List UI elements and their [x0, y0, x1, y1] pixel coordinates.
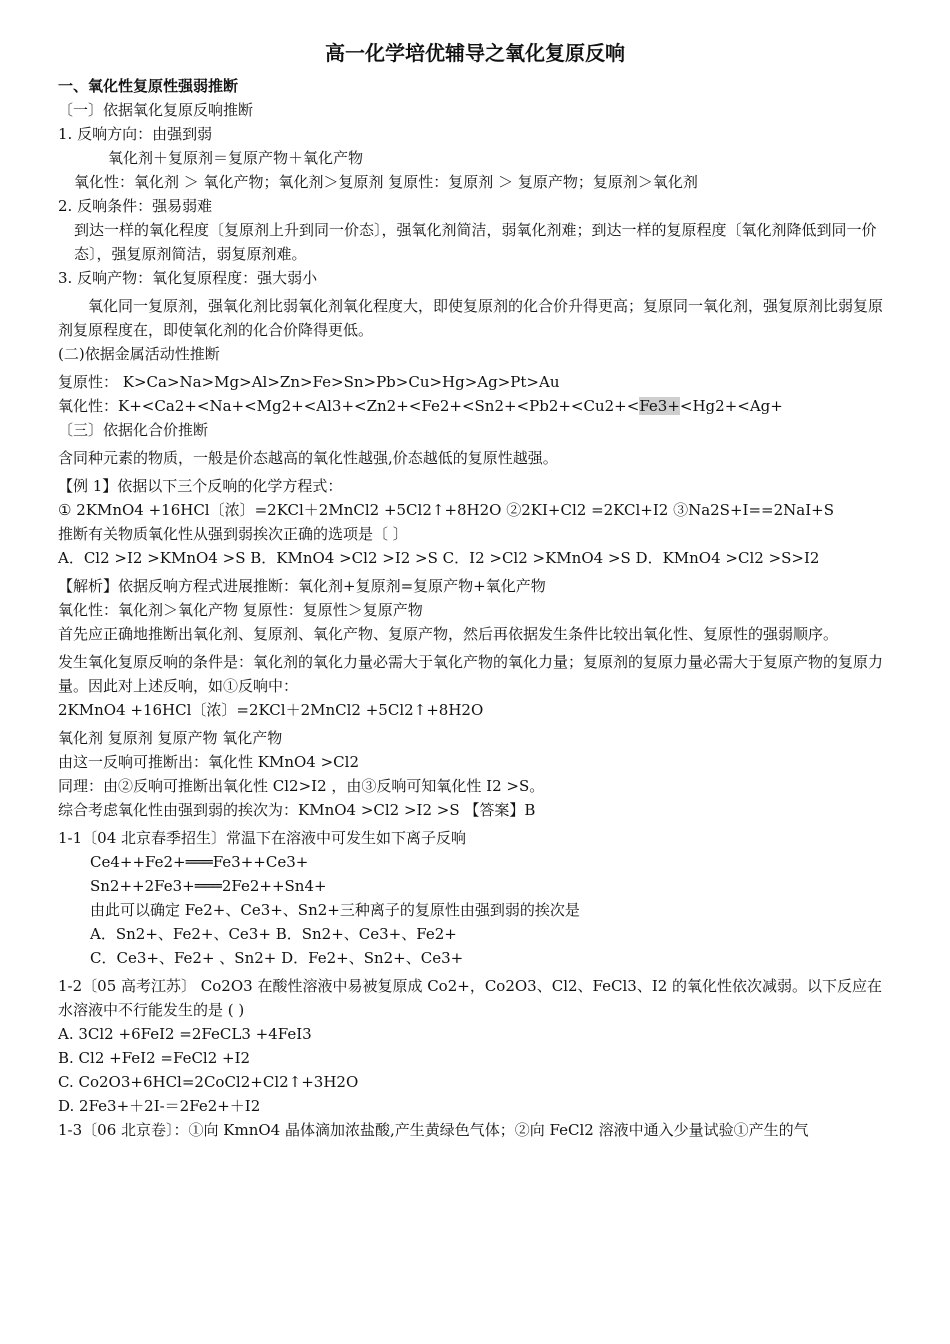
item-1: 1. 反响方向：由强到弱 — [58, 125, 213, 143]
subsection-heading-1: 〔一〕依据氧化复原反响推断 — [58, 101, 254, 119]
example-1-options: A．Cl2 >I2 >KMnO4 >S B．KMnO4 >Cl2 >I2 >S C．I2 >Cl2 >KMnO4 >S D．KMnO4 >Cl2 >S>I2 — [58, 549, 820, 567]
formula-line: 氧化剂＋复原剂＝复原产物＋氧化产物 — [108, 149, 364, 167]
example-1-heading: 【例 1】依据以下三个反响的化学方程式： — [58, 477, 343, 495]
item-3: 3. 反响产物：氧化复原程度：强大弱小 — [58, 269, 318, 287]
analysis-rule: 氧化性：氧化剂＞氧化产物 复原性：复原性＞复原产物 — [58, 601, 423, 619]
oxidizing-order — [58, 394, 892, 418]
valence-rule: 含同种元素的物质，一般是价态越高的氧化性越强,价态越低的复原性越强。 — [58, 449, 558, 467]
problem-1-1-reaction-2: Sn2++2Fe3+═══2Fe2++Sn4+ — [90, 877, 327, 895]
page-title: 高一化学培优辅导之氧化复原反响 — [325, 41, 625, 65]
problem-1-2-option-a: A. 3Cl2 +6FeI2 =2FeCL3 +4FeI3 — [58, 1025, 312, 1043]
analysis-paragraph-1: 首先应正确地推断出氧化剂、复原剂、氧化产物、复原产物，然后再依据发生条件比较出氧化性、复原性的强弱顺序。 — [58, 625, 839, 643]
section-heading-1: 一、氧化性复原性强弱推断 — [58, 77, 239, 95]
highlighted-fe3: Fe3+ — [639, 397, 680, 415]
problem-1-1-reaction-1: Ce4++Fe2+═══Fe3++Ce3+ — [90, 853, 309, 871]
problem-1-2-option-d: D. 2Fe3+＋2I-＝2Fe2+＋I2 — [58, 1097, 261, 1115]
oxidizing-order-part1: 氧化性：K+<Ca2+<Na+<Mg2+<Al3+<Zn2+<Fe2+<Sn2+<Pb2+<Cu2+< — [58, 397, 640, 415]
problem-1-1-heading: 1-1〔04 北京春季招生〕常温下在溶液中可发生如下离子反响 — [58, 829, 467, 847]
example-1-question: 推断有关物质氧化性从强到弱挨次正确的选项是〔 〕 — [58, 525, 408, 543]
reducing-order: 复原性： K>Ca>Na>Mg>Al>Zn>Fe>Sn>Pb>Cu>Hg>Ag>Pt>Au — [58, 373, 560, 391]
paragraph-degree: 氧化同一复原剂，强氧化剂比弱氧化剂氧化程度大，即使复原剂的化合价升得更高；复原同一氧化剂，强复原剂比弱复原剂复原程度在，即使氧化剂的化合价降得更低。 — [58, 297, 884, 339]
paragraph-strong-weak: 到达一样的氧化程度〔复原剂上升到同一价态〕，强氧化剂简洁，弱氧化剂难；到达一样的复原程度〔氧化剂降低到同一价态〕，强复原剂简洁，弱复原剂难。 — [74, 221, 877, 263]
analysis-roles: 氧化剂 复原剂 复原产物 氧化产物 — [58, 729, 283, 747]
subsection-heading-3: 〔三〕依据化合价推断 — [58, 421, 209, 439]
problem-1-2-option-c: C. Co2O3+6HCl=2CoCl2+Cl2↑+3H2O — [58, 1073, 359, 1091]
analysis-conclusion-1: 由这一反响可推断出：氧化性 KMnO4 >Cl2 — [58, 753, 359, 771]
problem-1-2-option-b: B. Cl2 +FeI2 =FeCl2 +I2 — [58, 1049, 251, 1067]
document-page — [58, 38, 892, 1142]
analysis-conclusion-2: 同理：由②反响可推断出氧化性 Cl2>I2 ，由③反响可知氧化性 I2 >S。 — [58, 777, 545, 795]
subsection-heading-2: (二)依据金属活动性推断 — [58, 345, 220, 363]
analysis-equation: 2KMnO4 +16HCl〔浓〕=2KCl＋2MnCl2 +5Cl2↑+8H2O — [58, 701, 484, 719]
analysis-answer: 综合考虑氧化性由强到弱的挨次为：KMnO4 >Cl2 >I2 >S 【答案】B — [58, 801, 536, 819]
oxidation-reduction-rule: 氧化性：氧化剂 ＞ 氧化产物；氧化剂＞复原剂 复原性：复原剂 ＞ 复原产物；复原剂＞氧化剂 — [74, 173, 698, 191]
item-2: 2. 反响条件：强易弱难 — [58, 197, 213, 215]
example-1-equations: ① 2KMnO4 +16HCl〔浓〕=2KCl＋2MnCl2 +5Cl2↑+8H2O ②2KI+Cl2 =2KCl+I2 ③Na2S+I==2NaI+S — [58, 501, 834, 519]
problem-1-3-heading: 1-3〔06 北京卷〕：①向 KmnO4 晶体滴加浓盐酸,产生黄绿色气体；②向 FeCl2 溶液中通入少量试验①产生的气 — [58, 1121, 809, 1139]
problem-1-1-question: 由此可以确定 Fe2+、Ce3+、Sn2+三种离子的复原性由强到弱的挨次是 — [90, 901, 580, 919]
oxidizing-order-part2: <Hg2+<Ag+ — [679, 397, 783, 415]
analysis-paragraph-2: 发生氧化复原反响的条件是：氧化剂的氧化力量必需大于氧化产物的氧化力量；复原剂的复原力量必需大于复原产物的复原力量。因此对上述反响，如①反响中： — [58, 653, 884, 695]
problem-1-2-heading: 1-2〔05 高考江苏〕 Co2O3 在酸性溶液中易被复原成 Co2+，Co2O3、Cl2、FeCl3、I2 的氧化性依次减弱。以下反应在水溶液中不行能发生的是 ( ) — [58, 977, 883, 1019]
analysis-heading: 【解析】依据反响方程式进展推断：氧化剂+复原剂=复原产物+氧化产物 — [58, 577, 546, 595]
problem-1-1-options-ab: A．Sn2+、Fe2+、Ce3+ B．Sn2+、Ce3+、Fe2+ — [90, 925, 457, 943]
problem-1-1-options-cd: C．Ce3+、Fe2+ 、Sn2+ D．Fe2+、Sn2+、Ce3+ — [90, 949, 464, 967]
